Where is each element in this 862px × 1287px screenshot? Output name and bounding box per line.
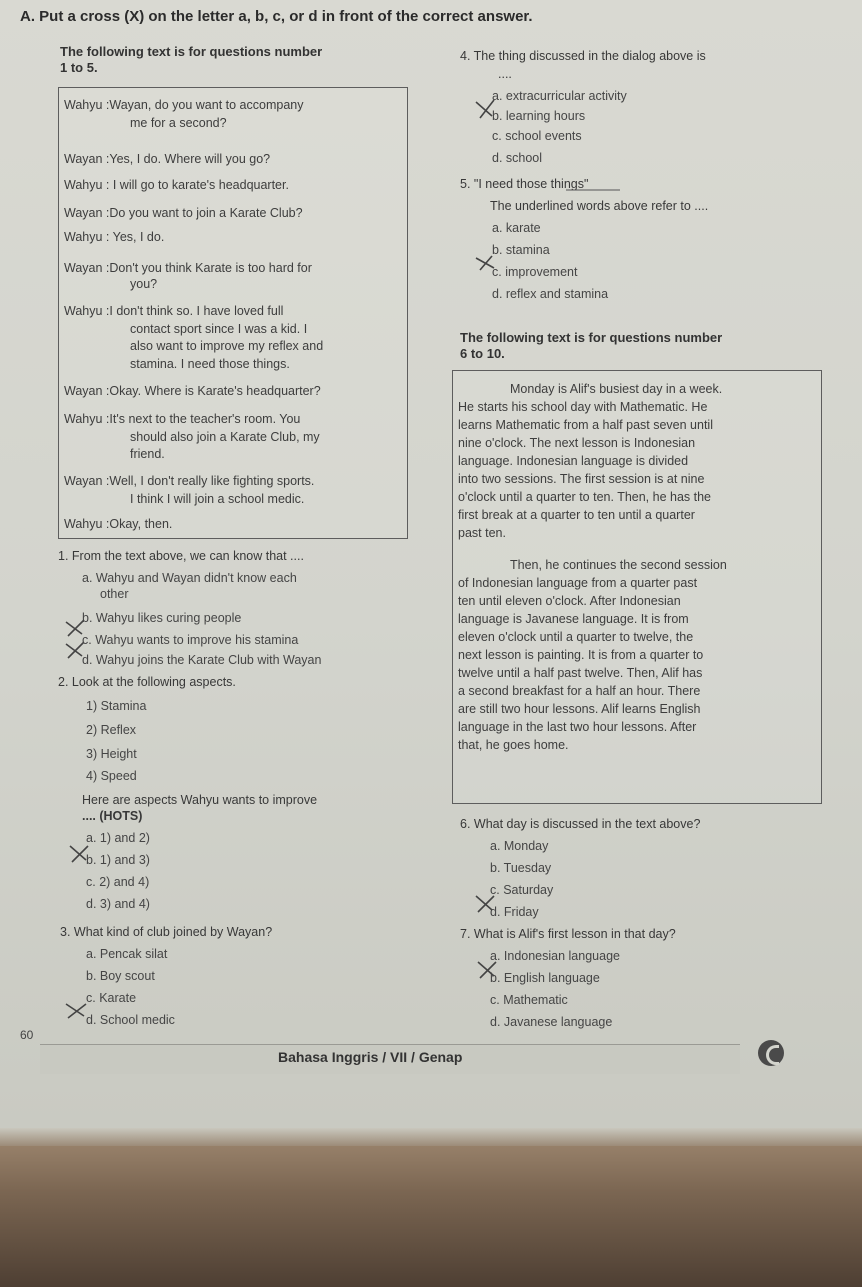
passage-line: He starts his school day with Mathematic. He [458, 400, 708, 414]
cross-mark-icon [66, 620, 84, 636]
passage-line: past ten. [458, 526, 506, 540]
q6-option-b[interactable]: b. Tuesday [490, 861, 552, 875]
dialog-line: Wahyu : Yes, I do. [64, 230, 165, 244]
page-number: 60 [20, 1028, 34, 1042]
intro-right-line-2: 6 to 10. [460, 346, 505, 361]
dialog-line: Wahyu :Okay, then. [64, 517, 173, 531]
passage-line: language. Indonesian language is divided [458, 454, 689, 468]
q4-option-d[interactable]: d. school [492, 151, 543, 165]
q1-option-b[interactable]: b. Wahyu likes curing people [82, 611, 242, 625]
passage-line: twelve until a half past twelve. Then, Alif has [458, 666, 703, 680]
dialog-line: you? [130, 277, 158, 291]
dialog-line: contact sport since I was a kid. I [130, 322, 308, 336]
q6-option-a[interactable]: a. Monday [490, 839, 549, 853]
q2-option-d[interactable]: d. 3) and 4) [86, 897, 150, 911]
q1-option-c[interactable]: c. Wahyu wants to improve his stamina [82, 633, 299, 647]
cross-mark-icon [478, 962, 496, 978]
dialog-line: Wahyu :It's next to the teacher's room. You [64, 412, 301, 426]
passage-line: into two sessions. The first session is at nine [458, 472, 705, 486]
q5-option-c[interactable]: c. improvement [492, 265, 578, 279]
dialog-line: Wayan :Don't you think Karate is too hard for [64, 261, 312, 275]
q2-aspect-3: 3) Height [86, 747, 137, 761]
dialog-line: should also join a Karate Club, my [130, 430, 320, 444]
q5-option-a[interactable]: a. karate [492, 221, 541, 235]
footer-title: Bahasa Inggris / VII / Genap [278, 1049, 463, 1065]
passage-line: next lesson is painting. It is from a quarter to [458, 648, 704, 662]
intro-left-line-1: The following text is for questions number [60, 44, 323, 59]
q2-aspect-1: 1) Stamina [86, 699, 147, 713]
passage-line: learns Mathematic from a half past seven until [458, 418, 713, 432]
q3-option-d[interactable]: d. School medic [86, 1013, 175, 1027]
q1-option-a-cont: other [100, 587, 129, 601]
passage-line: o'clock until a quarter to ten. Then, he has the [458, 490, 712, 504]
q6-option-d[interactable]: d. Friday [490, 905, 539, 919]
dialog-line: Wahyu :I don't think so. I have loved full [64, 304, 284, 318]
passage-line: Monday is Alif's busiest day in a week. [510, 382, 723, 396]
dialog-line: also want to improve my reflex and [130, 339, 324, 353]
cross-mark-icon [476, 896, 494, 912]
q6-option-c[interactable]: c. Saturday [490, 883, 554, 897]
dialog-line: Wayan :Yes, I do. Where will you go? [64, 152, 271, 166]
q3-option-b[interactable]: b. Boy scout [86, 969, 155, 983]
q7-option-a[interactable]: a. Indonesian language [490, 949, 620, 963]
passage-line: eleven o'clock until a quarter to twelve, the [458, 630, 694, 644]
q2-aspect-2: 2) Reflex [86, 723, 137, 737]
passage-line: of Indonesian language from a quarter past [458, 576, 698, 590]
q5-option-d[interactable]: d. reflex and stamina [492, 287, 609, 301]
q4-option-c[interactable]: c. school events [492, 129, 582, 143]
passage-line: nine o'clock. The next lesson is Indonesian [458, 436, 696, 450]
cross-mark-icon [66, 642, 84, 658]
q2-option-c[interactable]: c. 2) and 4) [86, 875, 150, 889]
intro-right-line-1: The following text is for questions number [460, 330, 723, 345]
question-7: 7. What is Alif's first lesson in that day? [460, 927, 676, 941]
dialog-line: Wahyu :Wayan, do you want to accompany [64, 98, 304, 112]
question-6: 6. What day is discussed in the text above? [460, 817, 701, 831]
question-5-sub: The underlined words above refer to .... [490, 199, 709, 213]
passage-line: language is Javanese language. It is from [458, 612, 689, 626]
q7-option-d[interactable]: d. Javanese language [490, 1015, 613, 1029]
question-3: 3. What kind of club joined by Wayan? [60, 925, 273, 939]
question-4-blank: .... [498, 67, 512, 81]
q2-option-b[interactable]: b. 1) and 3) [86, 853, 150, 867]
q1-option-a[interactable]: a. Wahyu and Wayan didn't know each [82, 571, 297, 585]
question-5: 5. "I need those things" [460, 177, 589, 191]
dialog-line: Wahyu : I will go to karate's headquarter. [64, 178, 289, 192]
question-1: 1. From the text above, we can know that .... [58, 549, 304, 563]
dialog-line: Wayan :Well, I don't really like fighting sports. [64, 474, 315, 488]
dialog-line: friend. [130, 447, 165, 461]
q2-question-line-1: Here are aspects Wahyu wants to improve [82, 793, 318, 807]
passage-line: a second breakfast for a half an hour. There [458, 684, 701, 698]
q2-aspect-4: 4) Speed [86, 769, 137, 783]
q3-option-a[interactable]: a. Pencak silat [86, 947, 168, 961]
dialog-line: me for a second? [130, 116, 227, 130]
passage-line: language in the last two hour lessons. After [458, 720, 697, 734]
passage-line: ten until eleven o'clock. After Indonesian [458, 594, 681, 608]
q4-option-a[interactable]: a. extracurricular activity [492, 89, 627, 103]
passage-line: Then, he continues the second session [510, 558, 727, 572]
q4-option-b[interactable]: b. learning hours [492, 109, 586, 123]
dialog-line: stamina. I need those things. [130, 357, 290, 371]
intro-left-line-2: 1 to 5. [60, 60, 98, 75]
q5-option-b[interactable]: b. stamina [492, 243, 550, 257]
dialog-line: I think I will join a school medic. [130, 492, 305, 506]
q3-option-c[interactable]: c. Karate [86, 991, 137, 1005]
section-heading: A. Put a cross (X) on the letter a, b, c, or d in front of the correct answer. [20, 8, 533, 25]
passage-line: first break at a quarter to ten until a quarter [458, 508, 695, 522]
q2-question-line-2: .... (HOTS) [82, 809, 143, 823]
cross-mark-icon [476, 256, 494, 270]
dialog-line: Wayan :Do you want to join a Karate Club? [64, 206, 303, 220]
desk-background [0, 1128, 862, 1287]
question-4: 4. The thing discussed in the dialog above is [460, 49, 706, 63]
q1-option-d[interactable]: d. Wahyu joins the Karate Club with Wayan [82, 653, 322, 667]
cross-mark-icon [66, 1004, 86, 1018]
q7-option-b[interactable]: b. English language [490, 971, 600, 985]
question-2: 2. Look at the following aspects. [58, 675, 236, 689]
q7-option-c[interactable]: c. Mathematic [490, 993, 568, 1007]
dialog-line: Wayan :Okay. Where is Karate's headquarter? [64, 384, 321, 398]
passage-line: are still two hour lessons. Alif learns English [458, 702, 701, 716]
passage-line: that, he goes home. [458, 738, 569, 752]
q2-option-a[interactable]: a. 1) and 2) [86, 831, 150, 845]
cross-mark-icon [70, 846, 88, 862]
publisher-logo-icon [758, 1040, 784, 1066]
cross-mark-icon [476, 100, 494, 118]
